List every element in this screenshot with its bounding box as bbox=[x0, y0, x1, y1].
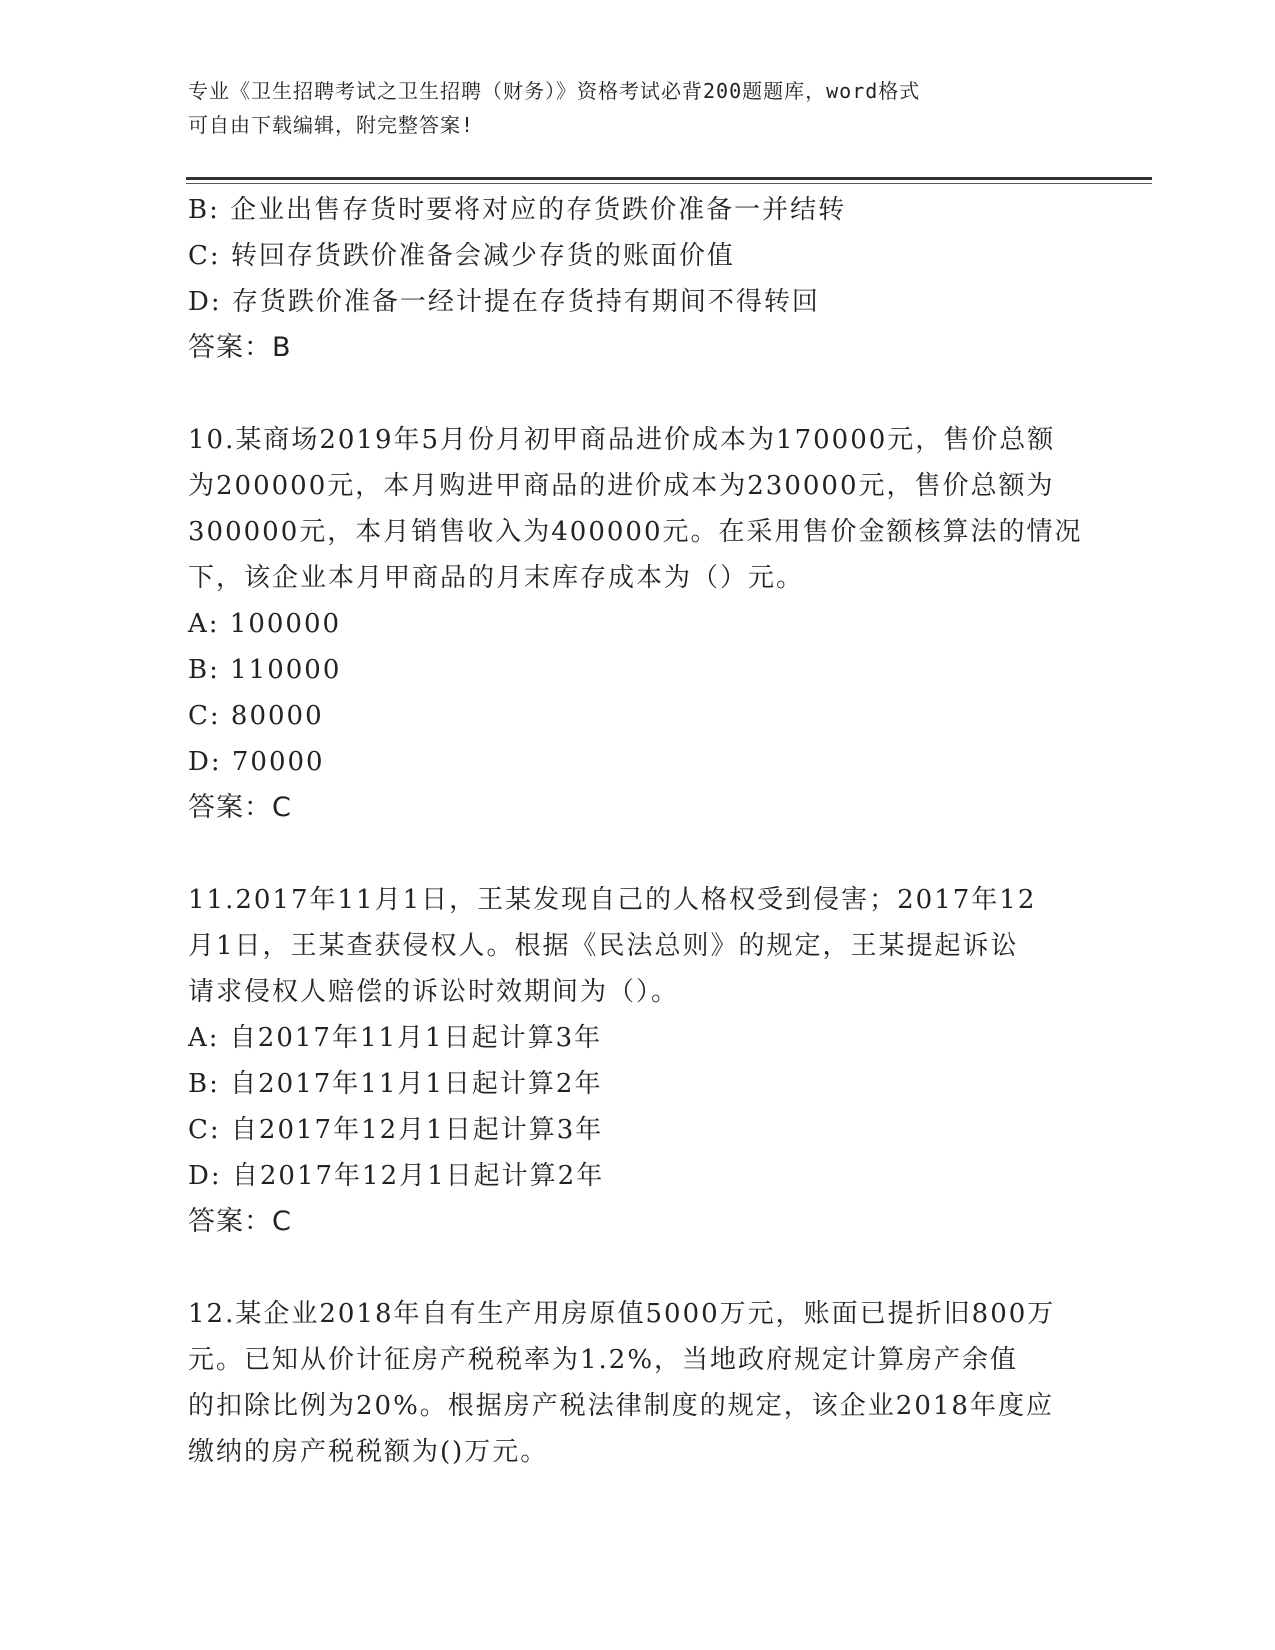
answer-line: 答案：B bbox=[188, 332, 292, 363]
question-10 bbox=[188, 417, 1088, 831]
option-b: B: 110000 bbox=[188, 655, 342, 685]
option-a: A: 自2017年11月1日起计算3年 bbox=[188, 1023, 603, 1053]
question-stem-line: 下，该企业本月甲商品的月末库存成本为（）元。 bbox=[188, 563, 805, 593]
header-line-2: 可自由下载编辑，附完整答案! bbox=[188, 113, 475, 137]
option-d: D: 70000 bbox=[188, 747, 325, 777]
option-d: D: 自2017年12月1日起计算2年 bbox=[188, 1161, 605, 1191]
question-stem-line: 元。已知从价计征房产税税率为1.2%，当地政府规定计算房产余值 bbox=[188, 1345, 1019, 1375]
question-stem-line: 11.2017年11月1日，王某发现自己的人格权受到侵害；2017年12 bbox=[188, 885, 1037, 915]
question-stem-line: 的扣除比例为20%。根据房产税法律制度的规定，该企业2018年度应 bbox=[188, 1391, 1054, 1421]
header-line-1: 专业《卫生招聘考试之卫生招聘（财务）》资格考试必背200题题库，word格式 bbox=[188, 79, 921, 103]
option-c: C: 转回存货跌价准备会减少存货的账面价值 bbox=[188, 241, 735, 271]
question-stem-line: 月1日，王某查获侵权人。根据《民法总则》的规定，王某提起诉讼 bbox=[188, 931, 1019, 961]
option-c: C: 80000 bbox=[188, 701, 324, 731]
option-b: B: 自2017年11月1日起计算2年 bbox=[188, 1069, 603, 1099]
question-9-tail bbox=[188, 187, 1088, 371]
question-stem-line: 10.某商场2019年5月份月初甲商品进价成本为170000元，售价总额 bbox=[188, 425, 1056, 455]
question-content bbox=[188, 187, 1088, 1475]
question-stem-line: 为200000元，本月购进甲商品的进价成本为230000元，售价总额为 bbox=[188, 471, 1055, 501]
header-rule-thick bbox=[186, 177, 1152, 180]
option-a: A: 100000 bbox=[188, 609, 342, 639]
question-stem-line: 300000元，本月销售收入为400000元。在采用售价金额核算法的情况 bbox=[188, 517, 1083, 547]
header-rule-thin bbox=[186, 183, 1152, 184]
page-header bbox=[188, 74, 1088, 142]
answer-line: 答案：C bbox=[188, 1206, 292, 1237]
answer-line: 答案：C bbox=[188, 792, 292, 823]
option-c: C: 自2017年12月1日起计算3年 bbox=[188, 1115, 604, 1145]
question-stem-line: 请求侵权人赔偿的诉讼时效期间为（）。 bbox=[188, 977, 680, 1007]
question-stem-line: 缴纳的房产税税额为()万元。 bbox=[188, 1437, 549, 1467]
question-stem-line: 12.某企业2018年自有生产用房原值5000万元，账面已提折旧800万 bbox=[188, 1299, 1056, 1329]
option-b: B: 企业出售存货时要将对应的存货跌价准备一并结转 bbox=[188, 195, 847, 225]
option-d: D: 存货跌价准备一经计提在存货持有期间不得转回 bbox=[188, 287, 820, 317]
question-11 bbox=[188, 877, 1088, 1245]
question-12 bbox=[188, 1291, 1088, 1475]
